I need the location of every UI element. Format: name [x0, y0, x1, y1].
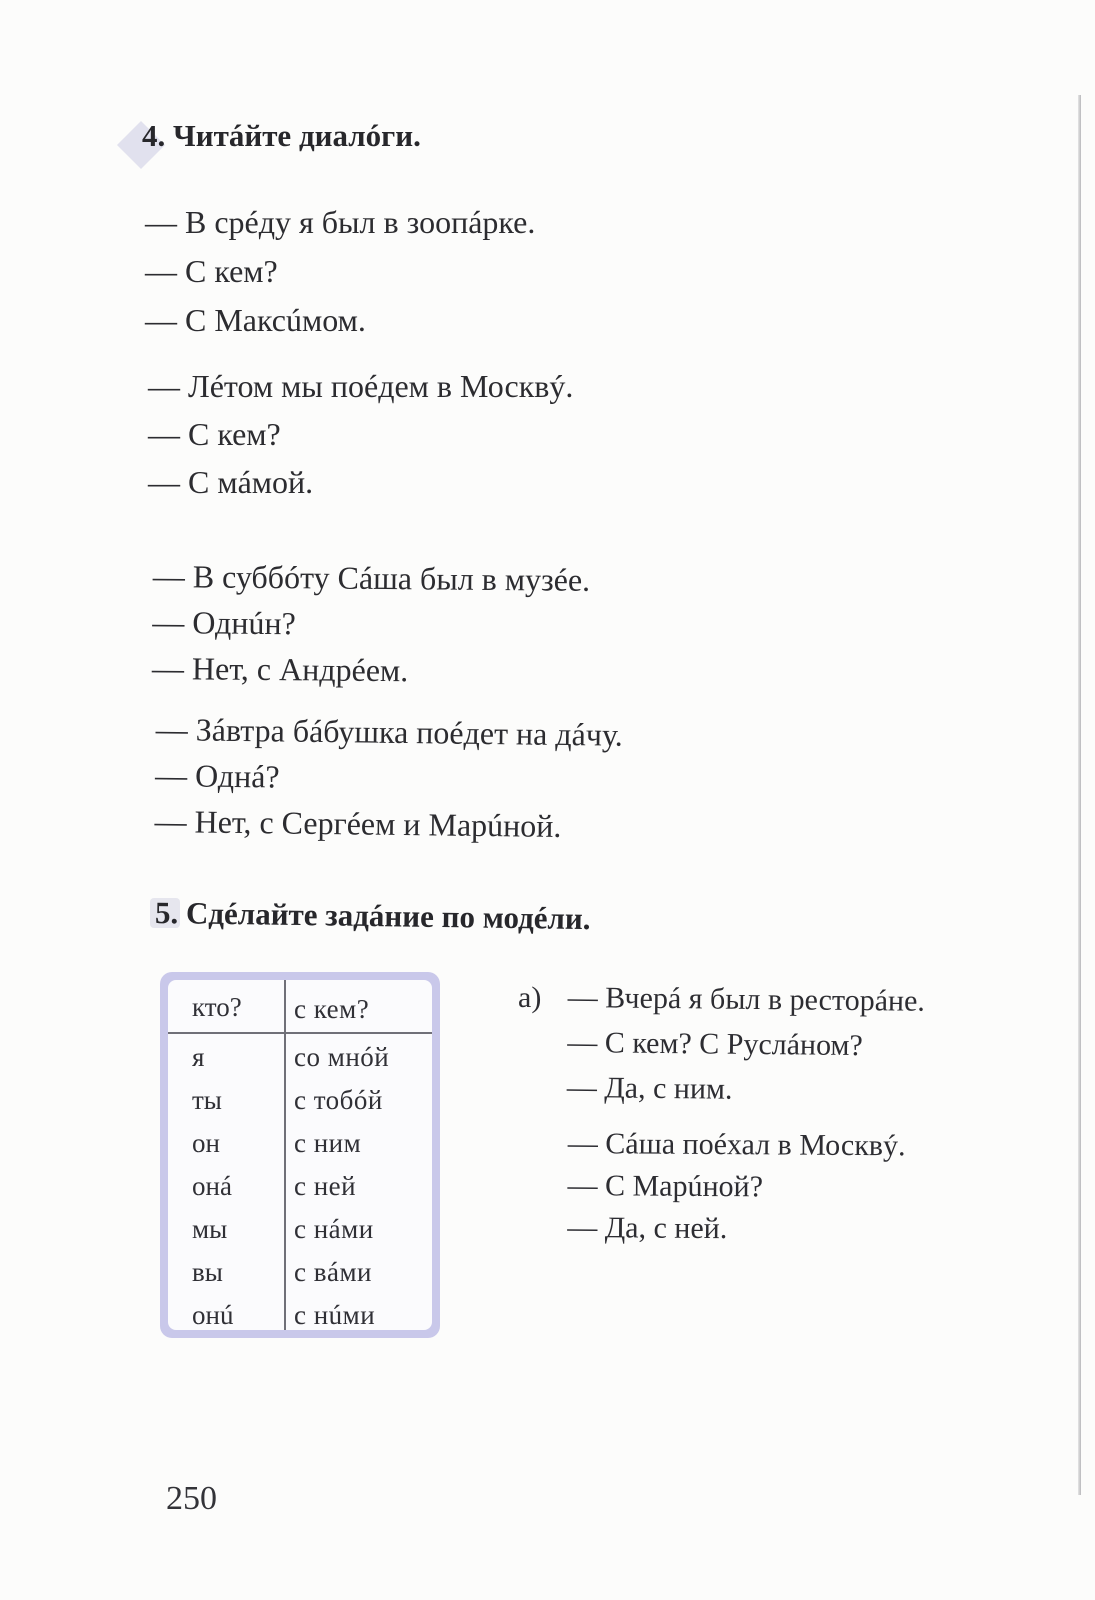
table-row: [168, 1085, 432, 1128]
dialog-line: — С кем?: [145, 253, 278, 289]
table-header-with-whom: с кем?: [294, 994, 370, 1024]
task-4-number: 4.: [142, 118, 166, 153]
table-header-who: кто?: [192, 992, 242, 1022]
table-cell-instrumental: с вáми: [294, 1257, 373, 1287]
page-edge-shadow: [1078, 95, 1081, 1495]
table-cell-pronoun: ты: [192, 1085, 222, 1115]
dialog-line: — В суббóту Сáша был в музéе.: [152, 557, 591, 598]
example-label: а): [518, 981, 542, 1014]
header-divider: [168, 1032, 432, 1034]
dialog-line: — Да, с ней.: [567, 1210, 728, 1246]
table-cell-pronoun: онá: [192, 1171, 232, 1201]
table-row: [168, 1128, 432, 1171]
dialog-line: — Нет, с Сергéем и Марúной.: [154, 802, 562, 844]
table-row: [168, 1042, 432, 1085]
table-cell-instrumental: с ней: [294, 1171, 357, 1201]
pronoun-table-body: [168, 980, 432, 1330]
table-cell-instrumental: с тобóй: [294, 1085, 383, 1115]
dialog-1: [145, 198, 535, 345]
dialog-2: [148, 362, 573, 506]
table-cell-instrumental: со мнóй: [294, 1042, 390, 1072]
dialog-3: [152, 553, 591, 695]
pronoun-table: [160, 972, 440, 1338]
dialog-line: — Однá?: [154, 756, 280, 795]
table-row: [168, 1257, 432, 1300]
task-5-heading: [155, 895, 591, 937]
table-cell-pronoun: вы: [192, 1257, 223, 1287]
task-5-number: 5.: [154, 895, 179, 931]
dialog-line: — В срéду я был в зоопáрке.: [145, 204, 536, 240]
dialog-line: — Нет, с Андрéем.: [151, 649, 409, 689]
table-cell-instrumental: с нúми: [294, 1300, 376, 1330]
dialog-line: — Вчерá я был в ресторáне.: [567, 980, 926, 1018]
table-cell-instrumental: с нáми: [294, 1214, 374, 1244]
table-cell-pronoun: я: [192, 1042, 205, 1072]
example-dialog-1: [567, 975, 926, 1114]
dialog-line: — Зáвтра бáбушка поéдет на дáчу.: [155, 710, 623, 753]
table-row: [168, 1300, 432, 1330]
task-5-title: Сдéлайте задáние по модéли.: [185, 895, 591, 937]
dialog-line: — С кем?: [148, 416, 281, 452]
dialog-4: [154, 706, 623, 850]
dialog-line: — Однúн?: [152, 603, 296, 642]
page-number: 250: [166, 1480, 217, 1517]
table-cell-pronoun: мы: [192, 1214, 228, 1244]
table-row: [168, 1171, 432, 1214]
dialog-line: — С Максúмом.: [145, 302, 366, 338]
task-4-title: Читáйте диалóги.: [173, 118, 421, 153]
table-row: [168, 1214, 432, 1257]
dialog-line: — С Марúной?: [567, 1168, 764, 1204]
dialog-line: — С кем? С Руслáном?: [567, 1025, 863, 1063]
dialog-line: — С мáмой.: [148, 464, 314, 500]
table-cell-pronoun: он: [192, 1128, 220, 1158]
dialog-line: — Сáша поéхал в Москвý.: [567, 1126, 906, 1163]
table-cell-instrumental: с ним: [294, 1128, 362, 1158]
example-dialog-2: [567, 1123, 906, 1251]
task-4-heading: [142, 118, 421, 154]
dialog-line: — Лéтом мы поéдем в Москвý.: [148, 368, 574, 404]
dialog-line: — Да, с ним.: [566, 1070, 733, 1106]
table-cell-pronoun: онú: [192, 1300, 234, 1330]
